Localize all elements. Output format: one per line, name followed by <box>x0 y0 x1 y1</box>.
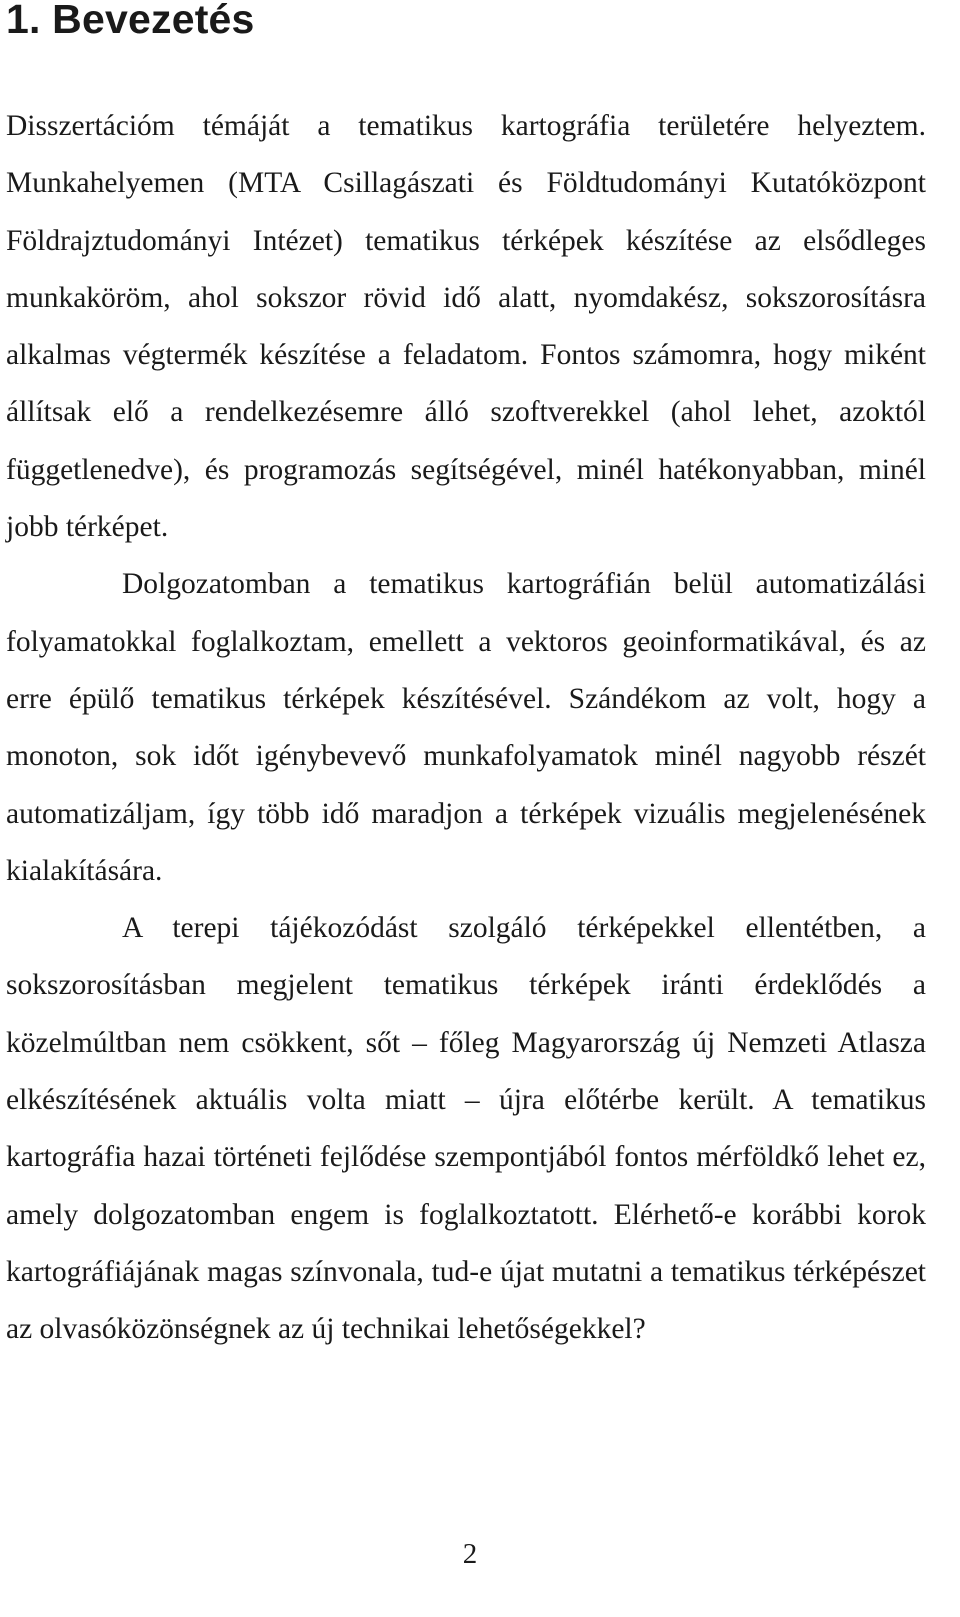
page-number: 2 <box>462 1538 478 1570</box>
paragraph-2: Dolgozatomban a tematikus kartográfián belül automatizálási folyamatokkal foglalkoztam, emellett a vektoros geoinformatikával, és az erre épülő tematikus térképek készítésével. Szándékom az volt, hogy a monoton, sok időt igénybevevő munkafolyamatok minél nagyobb részét automatizáljam, így több idő maradjon a térképek vizuális megjelenésének kialakítására. <box>6 568 926 887</box>
paragraph-1: Disszertációm témáját a tematikus kartográfia területére helyeztem. Munkahelyemen (MTA Csillagászati és Földtudományi Kutatóközpont Földrajztudományi Intézet) tematikus térképek készítése az elsődleges munkaköröm, ahol sokszor rövid idő alatt, nyomdakész, sokszorosításra alkalmas végtermék készítése a feladatom. Fontos számomra, hogy miként állítsak elő a rendelkezésemre álló szoftverekkel (ahol lehet, azoktól függetlenedve), és programozás segítségével, minél hatékonyabban, minél jobb térképet. <box>6 110 926 544</box>
section-heading: 1. Bevezetés <box>6 0 255 42</box>
paragraph-3: A terepi tájékozódást szolgáló térképekkel ellentétben, a sokszorosításban megjelent tematikus térképek iránti érdeklődés a közelmúltban nem csökkent, sőt – főleg Magyarország új Nemzeti Atlasza elkészítésének aktuális volta miatt – újra előtérbe került. A tematikus kartográfia hazai történeti fejlődése szempontjából fontos mérföldkő lehet ez, amely dolgozatomban engem is foglalkoztatott. Elérhető-e korábbi korok kartográfiájának magas színvonala, tud-e újat mutatni a tematikus térképészet az olvasóközönségnek az új technikai lehetőségekkel? <box>6 912 926 1346</box>
body-text <box>6 98 926 1359</box>
